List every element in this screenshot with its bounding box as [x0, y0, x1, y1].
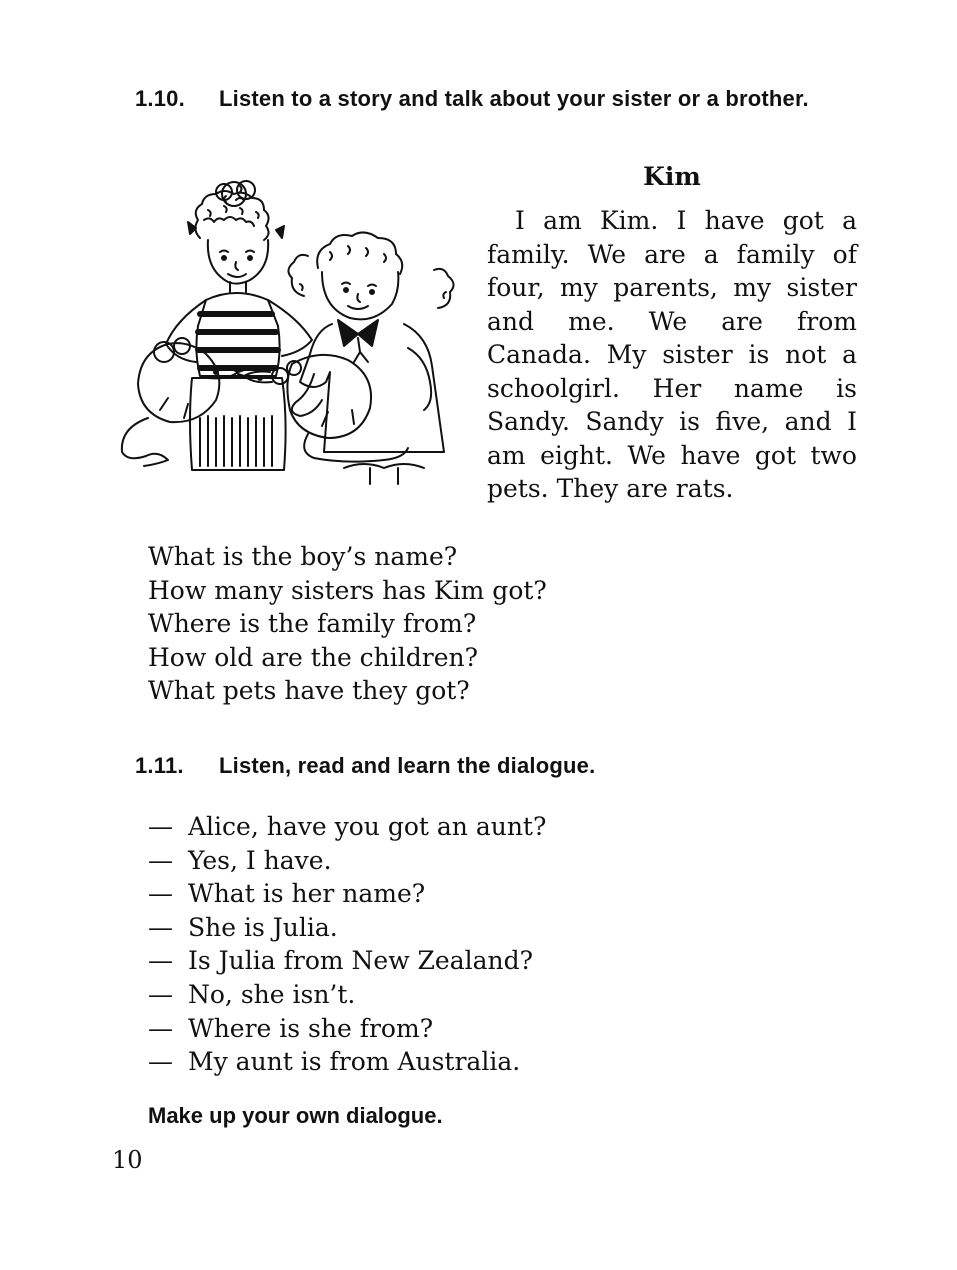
- dialogue-text: No, she isn’t.: [188, 979, 356, 1009]
- dialogue-line: [148, 844, 546, 878]
- dialogue-dash: —: [148, 845, 173, 875]
- task-number: 1.10.: [135, 86, 185, 111]
- dialogue-text: My aunt is from Australia.: [188, 1047, 521, 1077]
- dialogue-text: Where is she from?: [188, 1013, 434, 1043]
- dialogue-line: [148, 978, 546, 1012]
- task-instruction: Listen, read and learn the dialogue.: [219, 753, 596, 778]
- dialogue-line: [148, 1012, 546, 1046]
- story-title: Kim: [643, 162, 701, 191]
- dialogue-text: She is Julia.: [188, 912, 338, 942]
- question-item: Where is the family from?: [148, 609, 477, 639]
- story-text: I am Kim. I have got a family. We are a family of four, my parents, my sister and me. We are from Canada. My sister is not a schoolgirl. Her name is Sandy. Sandy is five, and I am eight. We have got two pets. They are rats.: [487, 206, 857, 503]
- dialogue-line: [148, 877, 546, 911]
- dialogue-text: Is Julia from New Zealand?: [188, 946, 534, 976]
- dialogue-dash: —: [148, 879, 173, 909]
- dialogue-dash: —: [148, 946, 173, 976]
- make-up-instruction: Make up your own dialogue.: [148, 1103, 443, 1128]
- rat-right: [244, 355, 408, 462]
- question-item: How old are the children?: [148, 642, 479, 672]
- task-instruction: Listen to a story and talk about your sister or a brother.: [219, 86, 809, 111]
- dialogue-line: [148, 911, 546, 945]
- illustration-girls-with-rats-icon: [108, 168, 463, 488]
- question-item: What pets have they got?: [148, 676, 470, 706]
- younger-girl: [288, 232, 453, 484]
- dialogue-dash: —: [148, 979, 173, 1009]
- dialogue-list: [148, 810, 546, 1079]
- dialogue-dash: —: [148, 912, 173, 942]
- dialogue-line: [148, 1045, 546, 1079]
- task-1-11: [135, 750, 857, 782]
- task-1-10: [135, 83, 857, 115]
- questions-list: [148, 540, 547, 708]
- older-girl: [166, 181, 312, 470]
- task-number: 1.11.: [135, 753, 184, 778]
- dialogue-line: [148, 810, 546, 844]
- dialogue-dash: —: [148, 812, 173, 841]
- dialogue-dash: —: [148, 1013, 173, 1043]
- dialogue-line: [148, 944, 546, 978]
- dialogue-text: Yes, I have.: [188, 845, 332, 875]
- question-item: How many sisters has Kim got?: [148, 575, 547, 605]
- dialogue-text: Alice, have you got an aunt?: [188, 812, 547, 841]
- rat-left: [122, 338, 250, 466]
- dialogue-text: What is her name?: [188, 879, 426, 909]
- dialogue-dash: —: [148, 1047, 173, 1077]
- page-number: 10: [112, 1146, 143, 1174]
- question-item: What is the boy’s name?: [148, 542, 458, 571]
